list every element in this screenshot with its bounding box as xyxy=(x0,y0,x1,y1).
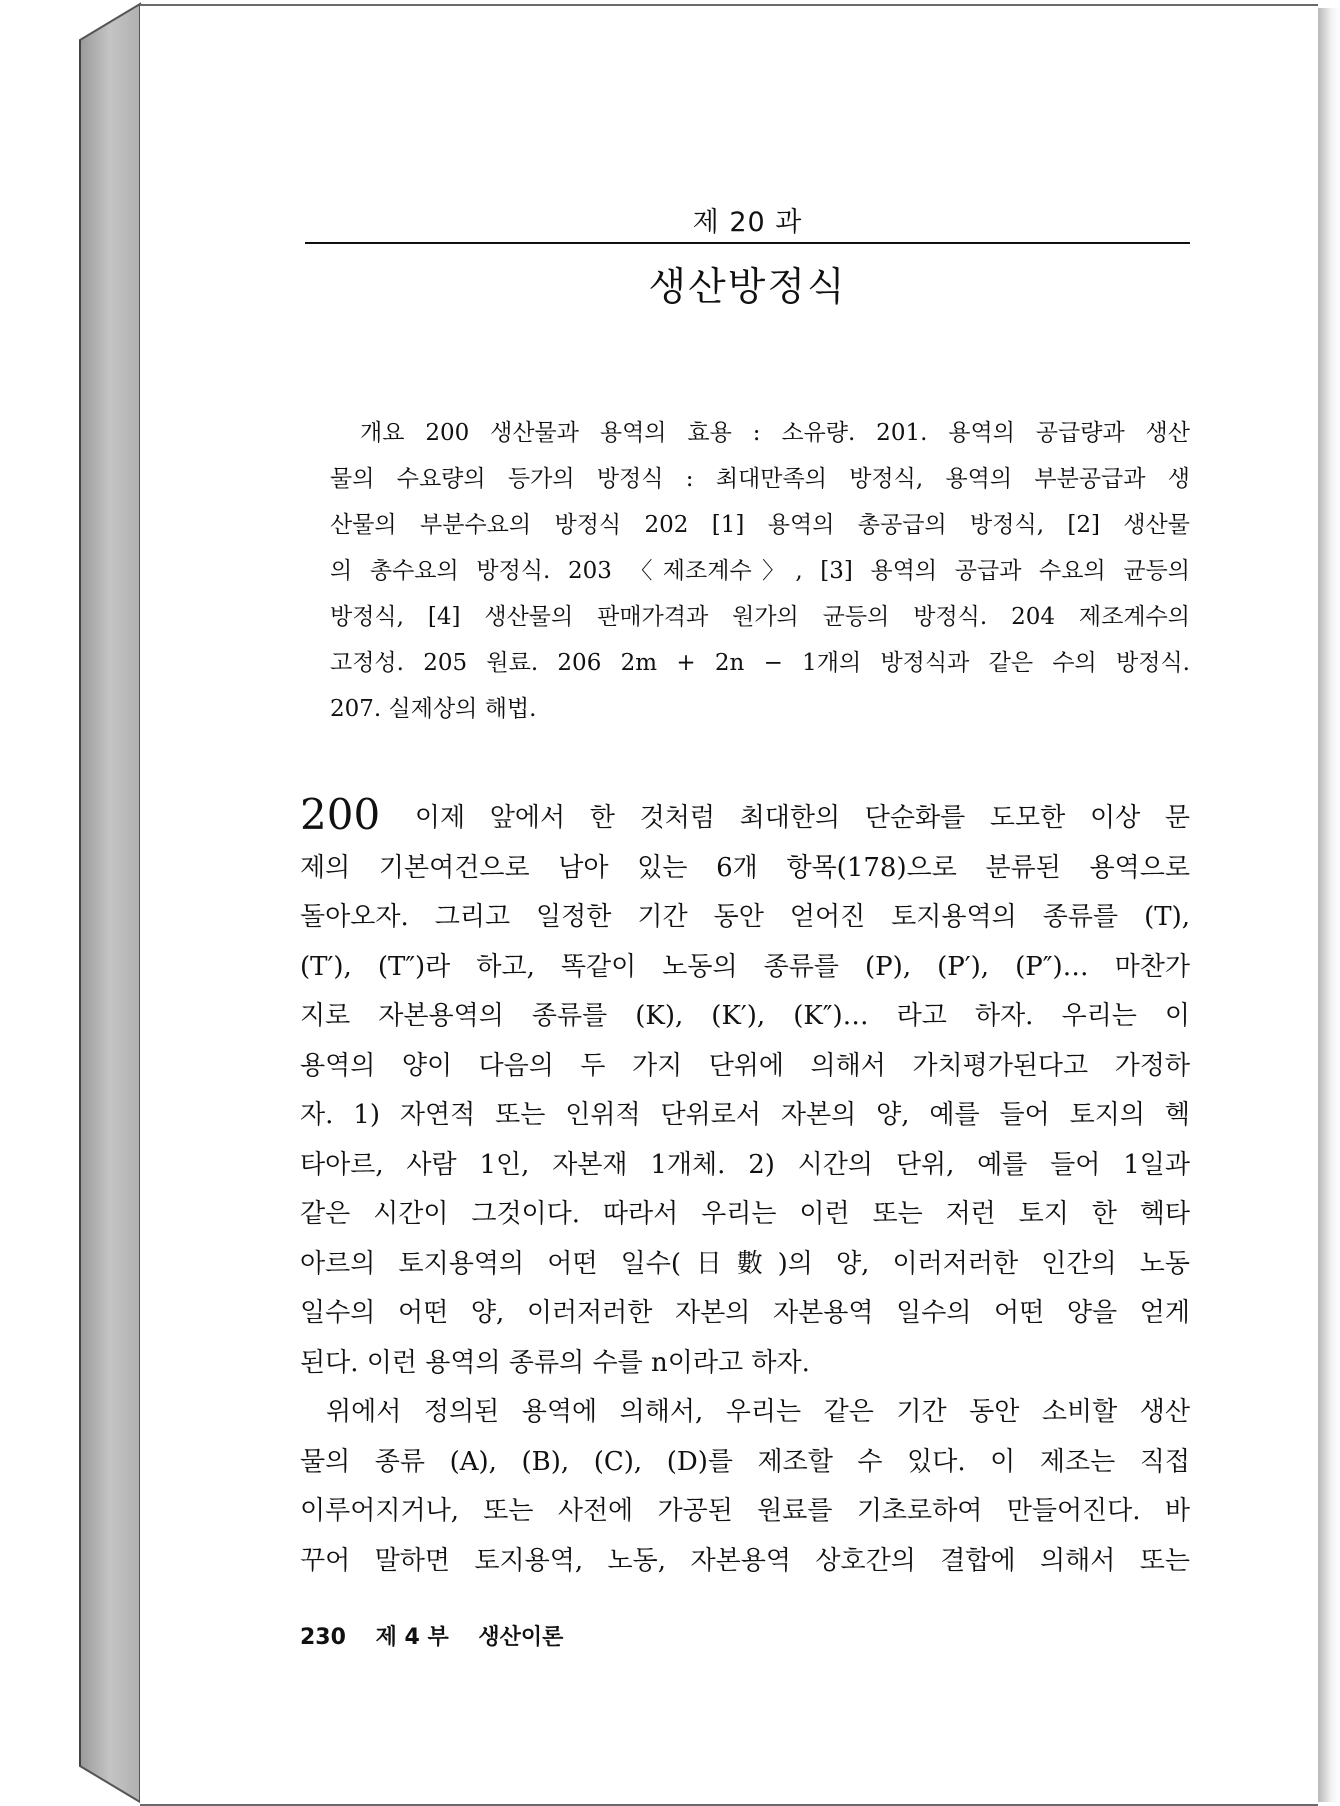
chapter-title: 생산방정식 xyxy=(648,265,847,310)
paragraph-line: 같은 시간이 그것이다. 따라서 우리는 이런 또는 저런 토지 한 헥타 xyxy=(300,1199,1190,1229)
paragraph-number: 200 xyxy=(300,790,381,839)
page-number: 230 xyxy=(300,1625,346,1650)
summary-line: 물의 수요량의 등가의 방정식 : 최대만족의 방정식, 용역의 부분공급과 생 xyxy=(330,466,1190,492)
paragraph-line: 아르의 토지용역의 어떤 일수(日數)의 양, 이러저러한 인간의 노동 xyxy=(300,1248,1190,1279)
summary-line: 산물의 부분수요의 방정식 202 [1] 용역의 총공급의 방정식, [2] 생산물 xyxy=(330,512,1190,538)
paragraph-line: 일수의 어떤 양, 이러저러한 자본의 자본용역 일수의 어떤 양을 얻게 xyxy=(300,1298,1190,1328)
paragraph-line: 용역의 양이 다음의 두 가지 단위에 의해서 가치평가된다고 가정하 xyxy=(300,1050,1190,1081)
paragraph-line: 위에서 정의된 용역에 의해서, 우리는 같은 기간 동안 소비할 생산 xyxy=(326,1397,1190,1427)
chapter-summary xyxy=(330,410,1190,732)
paragraph-line: (T′), (T″)라 하고, 똑같이 노동의 종류를 (P), (P′), (P″)… 마찬가 xyxy=(300,951,1190,982)
paragraph-line: 돌아오자. 그리고 일정한 기간 동안 얻어진 토지용역의 종류를 (T), xyxy=(300,902,1190,932)
summary-line: 207. 실제상의 해법. xyxy=(330,696,537,722)
chapter-divider xyxy=(305,242,1190,244)
paragraph-line: 지로 자본용역의 종류를 (K), (K′), (K″)… 라고 하자. 우리는 이 xyxy=(300,1001,1190,1031)
chapter-number: 제 20 과 xyxy=(692,207,803,238)
part-title: 생산이론 xyxy=(478,1625,564,1650)
paragraph-line-text: 이제 앞에서 한 것처럼 최대한의 단순화를 도모한 이상 문 xyxy=(414,803,1190,833)
paragraph-line: 타아르, 사람 1인, 자본재 1개체. 2) 시간의 단위, 예를 들어 1일과 xyxy=(300,1149,1190,1180)
summary-line: 고정성. 205 원료. 206 2m + 2n − 1개의 방정식과 같은 수의 방정식. xyxy=(330,650,1190,676)
part-label: 제 4 부 xyxy=(375,1625,449,1650)
paragraph-line: 이루어지거나, 또는 사전에 가공된 원료를 기초로하여 만들어진다. 바 xyxy=(300,1496,1190,1526)
summary-line: 방정식, [4] 생산물의 판매가격과 원가의 균등의 방정식. 204 제조계수의 xyxy=(330,604,1190,630)
summary-line: 개요 200 생산물과 용역의 효용 : 소유량. 201. 용역의 공급량과 생산 xyxy=(360,420,1190,446)
page-edge-shadow xyxy=(1318,8,1340,1802)
paragraph-line xyxy=(300,790,1190,844)
paragraph-line: 자. 1) 자연적 또는 인위적 단위로서 자본의 양, 예를 들어 토지의 헥 xyxy=(300,1100,1190,1130)
page-footer xyxy=(300,1620,585,1651)
summary-line: 의 총수요의 방정식. 203 〈제조계수〉, [3] 용역의 공급과 수요의 균등의 xyxy=(330,558,1190,584)
body-text xyxy=(300,790,1190,1586)
paragraph-line: 물의 종류 (A), (B), (C), (D)를 제조할 수 있다. 이 제조는 직접 xyxy=(300,1446,1190,1477)
paragraph-line: 된다. 이런 용역의 종류의 수를 n이라고 하자. xyxy=(300,1347,810,1378)
paragraph-line: 꾸어 말하면 토지용역, 노동, 자본용역 상호간의 결합에 의해서 또는 xyxy=(300,1545,1190,1576)
paragraph-line: 제의 기본여건으로 남아 있는 6개 항목(178)으로 분류된 용역으로 xyxy=(300,852,1190,883)
